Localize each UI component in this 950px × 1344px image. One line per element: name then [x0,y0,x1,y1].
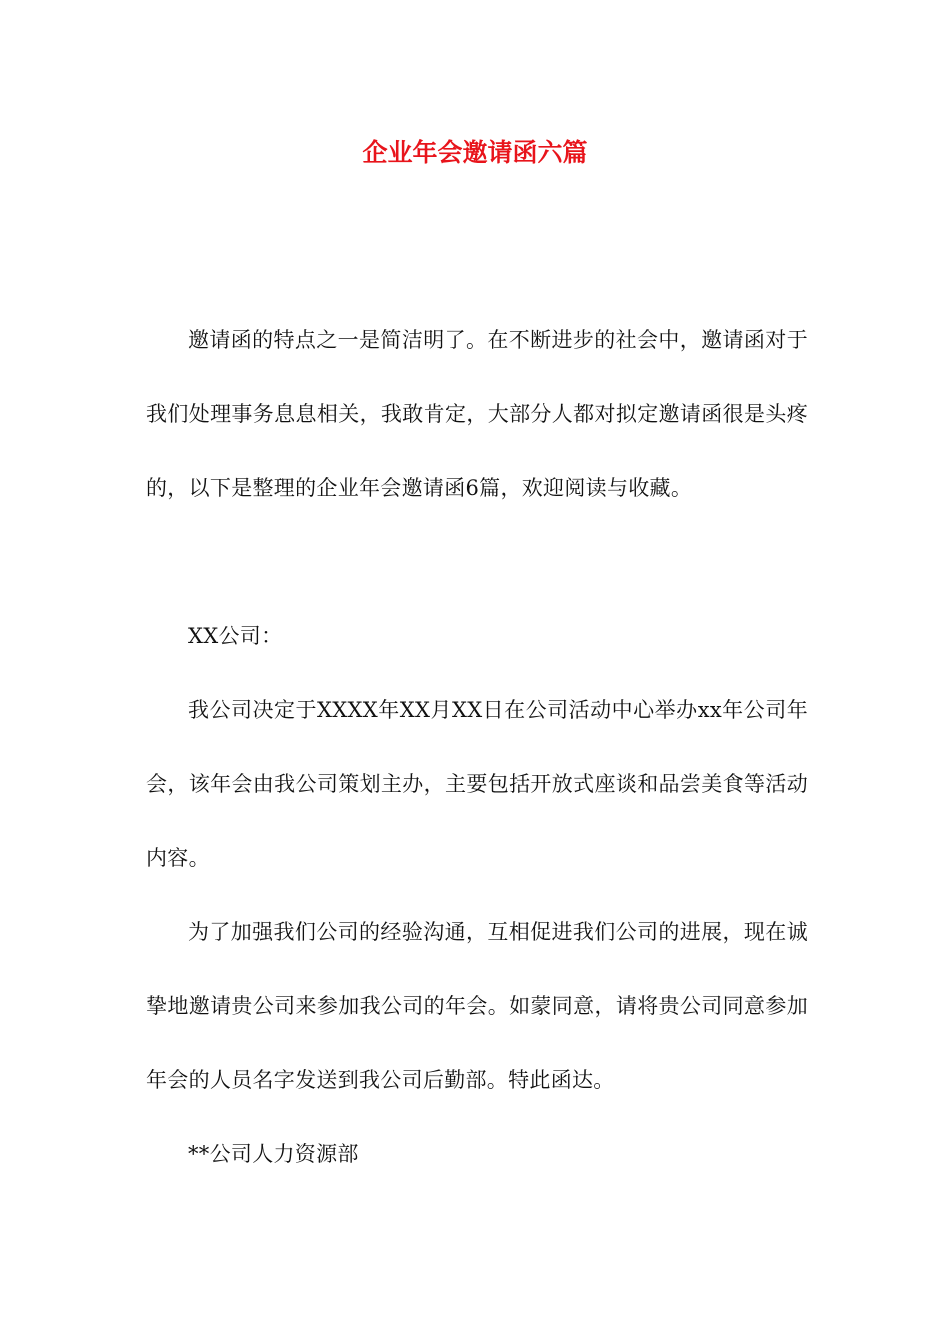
salutation-line: XX公司： [188,624,283,648]
signature-line: **公司人力资源部 [188,1142,359,1166]
body-paragraph-2: 为了加强我们公司的经验沟通，互相促进我们公司的进展，现在诚挚地邀请贵公司来参加我公司的年会。如蒙同意，请将贵公司同意参加年会的人员名字发送到我公司后勤部。特此函达。 [146,920,808,1092]
intro-paragraph: 邀请函的特点之一是简洁明了。在不断进步的社会中，邀请函对于我们处理事务息息相关，我敢肯定，大部分人都对拟定邀请函很是头疼的，以下是整理的企业年会邀请函6篇，欢迎阅读与收藏。 [146,328,808,500]
body-paragraph-1: 我公司决定于XXXX年XX月XX日在公司活动中心举办xx年公司年会，该年会由我公司策划主办，主要包括开放式座谈和品尝美食等活动内容。 [146,698,808,870]
document-title: 企业年会邀请函六篇 [362,138,588,167]
